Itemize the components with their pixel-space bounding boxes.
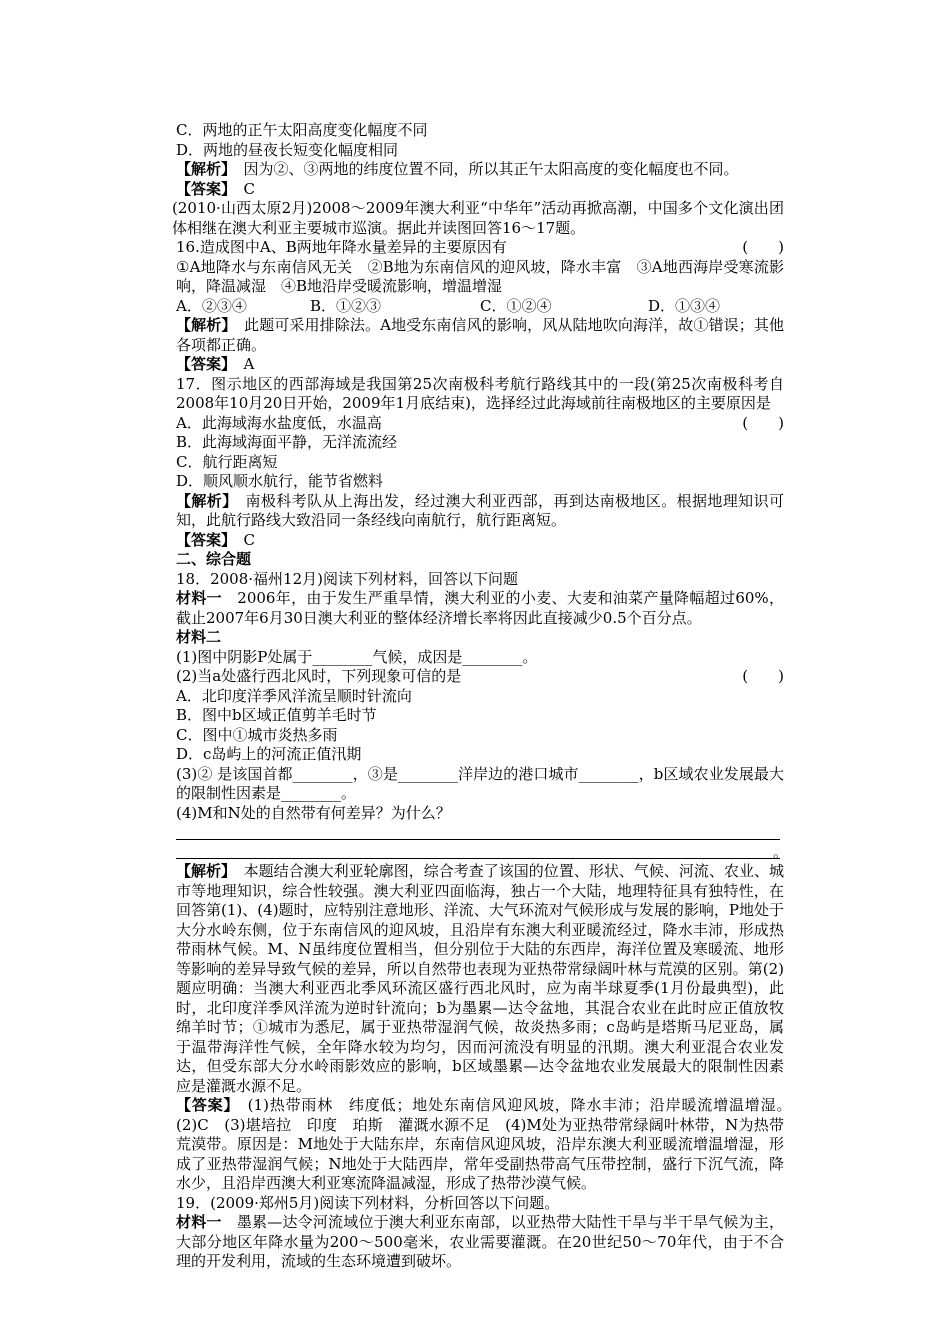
analysis-tag: 【解析】: [176, 491, 231, 510]
q17-stem: 17．图示地区的西部海域是我国第25次南极科考航行路线其中的一段(第25次南极科考自2008年10月20日开始，2009年1月底结束)，选择经过此海域前往南极地区的主要原因是 ( ): [176, 374, 784, 432]
q17-option-d: D．顺风顺水航行，能节省燃料: [176, 472, 384, 490]
q18-option-b: B．图中b区域正值剪羊毛时节: [176, 706, 377, 724]
q17-answer: 【答案】 C: [176, 530, 255, 549]
q15-option-c: C．两地的正午太阳高度变化幅度不同: [176, 121, 428, 139]
analysis-tag: 【解析】: [176, 862, 229, 880]
q18-part-3: (3)② 是该国首都________，③是________洋岸边的港口城市________，b区域农业发展最大的限制性因素是________。: [176, 764, 784, 802]
answer-line: [176, 823, 784, 843]
q16-statements: ①A地降水与东南信风无关 ②B地为东南信风的迎风坡，降水丰富 ③A地西海岸受寒流影响，降温减湿 ④B地沿岸受暖流影响，增温增湿: [176, 257, 784, 295]
q18-option-c: C．图中①城市炎热多雨: [176, 725, 338, 744]
q19-stem: 19．(2009·郑州5月)阅读下列材料，分析回答以下问题。: [176, 1193, 560, 1212]
q17-option-a: A．此海域海水盐度低，水温高: [176, 413, 382, 432]
q15-option-d: D．两地的昼夜长短变化幅度相同: [176, 140, 399, 159]
q18-option-a: A．北印度洋季风洋流呈顺时针流向: [176, 686, 412, 705]
material-tag: 材料一: [176, 1213, 222, 1231]
document-page: [172, 121, 799, 1272]
answer-tag: 【答案】: [176, 179, 229, 198]
q15-analysis: 【解析】 因为②、③两地的纬度位置不同，所以其正午太阳高度的变化幅度也不同。: [176, 160, 739, 178]
analysis-tag: 【解析】: [176, 316, 229, 334]
q16-option-c: C．①②④: [480, 296, 552, 315]
q16-analysis: 【解析】 此题可采用排除法。A地受东南信风的影响，风从陆地吹向海洋，故①错误；其他各项都正确。: [176, 316, 784, 354]
q16-17-intro: (2010·山西太原2月)2008～2009年澳大利亚“中华年”活动再掀高潮，中国多个文化演出团体相继在澳大利亚主要城市巡演。据此并读图回答16～17题。: [172, 199, 784, 237]
answer-paren: ( ): [742, 413, 784, 432]
q18-part-1: (1)图中阴影P处属于________气候，成因是________。: [176, 647, 538, 666]
q16-options: [176, 297, 784, 317]
answer-paren: ( ): [742, 238, 784, 256]
q15-answer: 【答案】 C: [176, 179, 255, 198]
answer-paren: ( ): [742, 667, 784, 685]
q18-material-2: 材料二: [176, 628, 222, 646]
answer-tag: 【答案】: [176, 355, 229, 373]
answer-tag: 【答案】: [176, 530, 229, 549]
q18-part-2: (2)当a处盛行西北风时，下列现象可信的是 ( ): [176, 667, 784, 685]
q17-analysis: 【解析】 南极科考队从上海出发，经过澳大利亚西部，再到达南极地区。根据地理知识可知，此航行路线大致沿同一条经线向南航行，航行距离短。: [176, 491, 784, 529]
q16-option-b: B．①②③: [310, 296, 382, 315]
q16-stem: 16.造成图中A、B两地年降水量差异的主要原因有 ( ): [176, 238, 784, 256]
answer-line-period: 。: [772, 842, 788, 861]
answer-tag: 【答案】: [176, 1096, 232, 1114]
q16-option-d: D．①③④: [648, 296, 721, 315]
analysis-tag: 【解析】: [176, 160, 229, 178]
q18-stem: 18．2008·福州12月)阅读下列材料，回答以下问题: [176, 569, 518, 588]
q17-option-c: C．航行距离短: [176, 452, 278, 471]
q17-option-b: B．此海域海面平静，无洋流流经: [176, 433, 398, 451]
q16-answer: 【答案】 A: [176, 355, 255, 373]
material-tag: 材料一: [176, 589, 222, 607]
answer-line: [176, 842, 788, 863]
q18-option-d: D．c岛屿上的河流正值汛期: [176, 745, 362, 763]
q18-part-4: (4)M和N处的自然带有何差异？为什么？: [176, 803, 451, 822]
section-heading: 二、综合题: [176, 550, 252, 568]
q18-answer: 【答案】 (1)热带雨林 纬度低；地处东南信风迎风坡，降水丰沛；沿岸暖流增温增湿。 (2)C (3)堪培拉 印度 珀斯 灌溉水源不足 (4)M处为亚热带常绿阔叶林带，N为热带荒漠带。原因是：M地处于大陆东岸，东南信风迎风坡，沿岸东澳大利亚暖流增温增湿，形成了亚热带湿润气候；N地处于大陆西岸，常年受副热带高气压带控制，盛行下沉气流，降水少，且沿岸西澳大利亚寒流降温减湿，形成了热带沙漠气候。: [176, 1096, 799, 1192]
q18-material-1: 材料一 2006年，由于发生严重旱情，澳大利亚的小麦、大麦和油菜产量降幅超过60%，截止2007年6月30日澳大利亚的整体经济增长率将因此直接减少0.5个百分点。: [176, 589, 784, 627]
q18-analysis: 【解析】 本题结合澳大利亚轮廓图，综合考查了该国的位置、形状、气候、河流、农业、城市等地理知识，综合性较强。澳大利亚四面临海，独占一个大陆，地理特征具有独特性，在回答第(1)、(4)题时，应特别注意地形、洋流、大气环流对气候形成与发展的影响，P地处于大分水岭东侧，位于东南信风的迎风坡，且沿岸有东澳大利亚暖流经过，降水丰沛，形成热带雨林气候。M、N虽纬度位置相当，但分别位于大陆的东西岸，海洋位置及寒暖流、地形等影响的差异导致气候的差异，所以自然带也表现为亚热带常绿阔叶林与荒漠的区别。第(2)题应明确：当澳大利亚西北季风环流区盛行西北风时，应为南半球夏季(1月份最典型)，此时，北印度洋季风洋流为逆时针流向；b为墨累—达令盆地，其混合农业在此时应正值放牧绵羊时节；①城市为悉尼，属于亚热带湿润气候，故炎热多雨；c岛屿是塔斯马尼亚岛，属于温带海洋性气候，全年降水较为均匀，因而河流没有明显的汛期。澳大利亚混合农业发达，但受东部大分水岭雨影效应的影响，b区域墨累—达令盆地农业发展最大的限制性因素应是灌溉水源不足。: [176, 862, 784, 1095]
q16-option-a: A．②③④: [176, 296, 247, 315]
q19-material-1: 材料一 墨累—达令河流域位于澳大利亚东南部，以亚热带大陆性干旱与半干旱气候为主，大部分地区年降水量为200～500毫米，农业需要灌溉。在20世纪50～70年代，由于不合理的开发利用，流域的生态环境遭到破坏。: [176, 1213, 784, 1270]
